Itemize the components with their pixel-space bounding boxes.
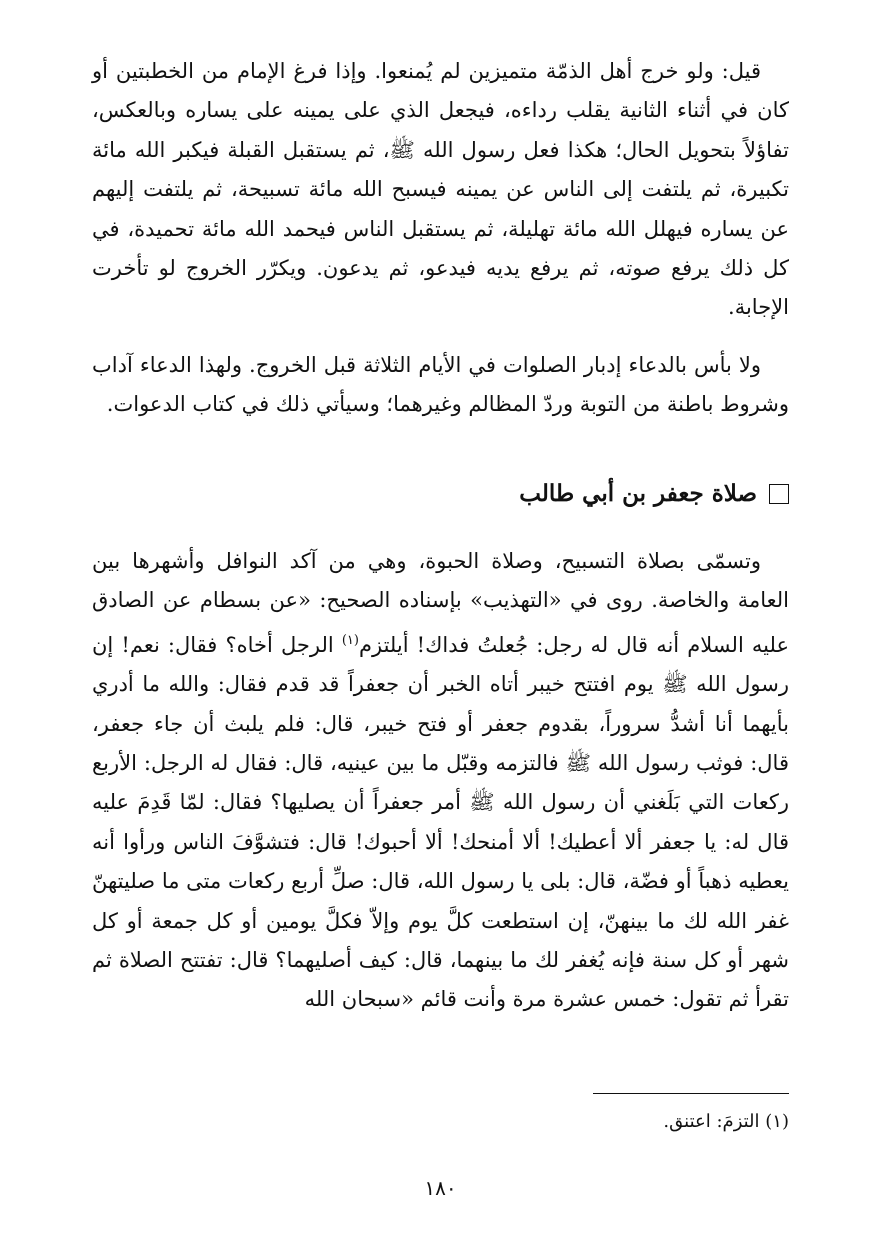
section-paragraph-part-2: الرجل أخاه؟ فقال: نعم! إن رسول الله ﷺ يوم افتتح خيبر أتاه الخبر أن جعفراً قد قدم فقال: والله ما أدري بأيهما أنا أشدُّ سروراً، بقدوم جعفر أو فتح خيبر، قال: فلم يلبث أن جاء جعفر، قال: فوثب رسول الله ﷺ فالتزمه وقبّل ما بين عينيه، قال: فقال له الرجل: الأربع ركعات التي بَلَغني أن رسول الله ﷺ أمر جعفراً أن يصليها؟ فقال: لمّا قَدِمَ عليه قال له: يا جعفر ألا أعطيك! ألا أمنحك! ألا أحبوك! قال: فتشوَّفَ الناس ورأوا أنه يعطيه ذهباً أو فضّة، قال: بلى يا رسول الله، قال: صلِّ أربع ركعات متى ما صليتهنّ غفر الله لك ما بينهنّ، إن استطعت كلَّ يوم وإلاّ فكلَّ يومين أو كل جمعة أو كل شهر أو كل سنة فإنه يُغفر لك ما بينهما، قال: كيف أصليهما؟ قال: تفتتح الصلاة ثم تقرأ ثم تقول: خمس عشرة مرة وأنت قائم «سبحان الله — [92, 632, 789, 1012]
page-number: ١٨٠ — [424, 1176, 457, 1200]
section-title: صلاة جعفر بن أبي طالب — [519, 480, 757, 507]
intro-paragraph-2-text: ولا بأس بالدعاء إدبار الصلوات في الأيام الثلاثة قبل الخروج. ولهذا الدعاء آداب وشروط باطنة من التوبة وردّ المظالم وغيرهما؛ وسيأتي ذلك في كتاب الدعوات. — [92, 353, 789, 417]
section-heading — [519, 480, 789, 507]
paragraph-intro-1 — [92, 52, 789, 328]
section-paragraph-part-1: وتسمّى بصلاة التسبيح، وصلاة الحبوة، وهي من آكد النوافل وأشهرها بين العامة والخاصة. روى في «التهذيب» بإسناده الصحيح: «عن بسطام عن الصادق عليه السلام أنه قال له رجل: جُعلتُ فداك! أيلتزم — [92, 549, 790, 657]
section-paragraph — [92, 542, 789, 1020]
footnote: (١) التزمَ: اعتنق. — [663, 1111, 789, 1132]
footnote-divider — [593, 1093, 789, 1094]
paragraph-intro-2 — [92, 346, 789, 425]
intro-paragraph-1-text: قيل: ولو خرج أهل الذمّة متميزين لم يُمنعوا. وإذا فرغ الإمام من الخطبتين أو كان في أثناء الثانية يقلب رداءه، فيجعل الذي على يمينه على يساره وبالعكس، تفاؤلاً بتحويل الحال؛ هكذا فعل رسول الله ﷺ، ثم يستقبل القبلة فيكبر الله مائة تكبيرة، ثم يلتفت إلى الناس عن يمينه فيسبح الله مائة تسبيحة، ثم يلتفت إليهم عن يساره فيهلل الله مائة تهليلة، ثم يستقبل الناس فيحمد الله مائة تحميدة، في كل ذلك يرفع صوته، ثم يرفع يديه فيدعو، ثم يدعون. ويكرّر الخروج لو تأخرت الإجابة. — [92, 59, 789, 320]
section-paragraph-text — [92, 542, 789, 1020]
footnote-reference: (١) — [341, 632, 359, 648]
checkbox-square-icon — [769, 484, 789, 504]
